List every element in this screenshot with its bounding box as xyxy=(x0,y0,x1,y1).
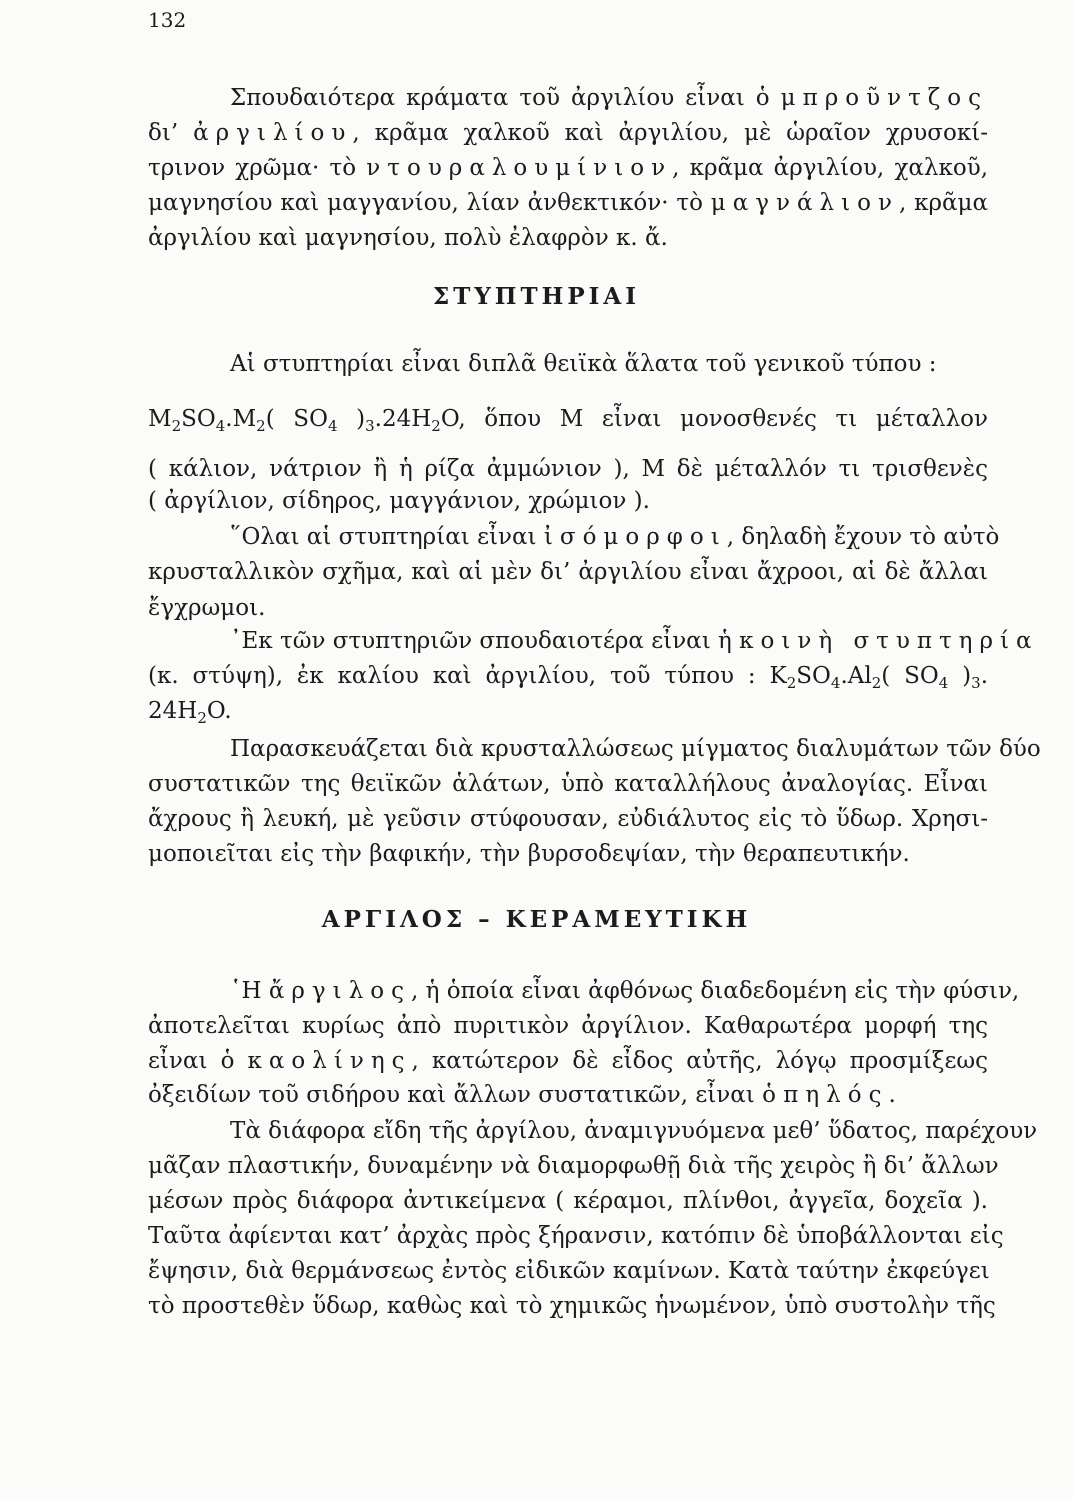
text-line: μοποιεῖται εἰς τὴν βαφικήν, τὴν βυρσοδεψίαν, τὴν θεραπευτικήν. xyxy=(148,841,910,867)
text-span: εἶναι ὁ xyxy=(148,1048,248,1074)
text-line xyxy=(148,1045,988,1077)
text-line xyxy=(230,975,1020,1007)
text-line xyxy=(230,625,1039,657)
text-span: (κ. στύψη), ἐκ καλίου καὶ ἀργιλίου, τοῦ τύπου : xyxy=(148,663,770,689)
formula-line xyxy=(148,403,988,435)
text-line xyxy=(148,1079,988,1111)
text-line: μᾶζαν πλαστικήν, δυναμένην νὰ διαμορφωθῇ διὰ τῆς χειρὸς ἢ δι’ ἄλλων xyxy=(148,1153,999,1179)
text-line: ἔγχρωμοι. xyxy=(148,595,266,621)
spaced-term: ἄργιλος xyxy=(268,978,411,1004)
section-heading: ΑΡΓΙΛΟΣ – ΚΕΡΑΜΕΥΤΙΚΗ xyxy=(321,906,752,933)
text-line xyxy=(230,82,988,114)
text-line: ἀποτελεῖται κυρίως ἀπὸ πυριτικὸν ἀργίλιον. Καθαρωτέρα μορφή της xyxy=(148,1013,988,1039)
spaced-term: ἀργιλίου xyxy=(193,120,353,146)
text-line: συστατικῶν της θειϊκῶν ἁλάτων, ὑπὸ καταλλήλους ἀναλογίας. Εἶναι xyxy=(148,771,988,797)
text-span: , κρᾶμα xyxy=(898,190,989,216)
text-line xyxy=(148,187,988,219)
page-number: 132 xyxy=(148,8,187,32)
text-line: Αἱ στυπτηρίαι εἶναι διπλᾶ θειϊκὰ ἅλατα τοῦ γενικοῦ τύπου : xyxy=(230,351,937,377)
text-span: ῞Ολαι αἱ στυπτηρίαι εἶναι xyxy=(230,524,544,550)
text-span: , δηλαδὴ ἔχουν τὸ αὐτὸ xyxy=(726,524,1000,550)
text-span: ᾿Εκ τῶν στυπτηριῶν σπουδαιοτέρα εἶναι ἡ xyxy=(230,628,740,654)
text-line: ( ἀργίλιον, σίδηρος, μαγγάνιον, χρώμιον ). xyxy=(148,488,650,514)
text-line: ἀργιλίου καὶ μαγνησίου, πολὺ ἐλαφρὸν κ. ἄ. xyxy=(148,225,668,251)
text-line: ( κάλιον, νάτριον ἢ ἡ ρίζα ἀμμώνιον ), M δὲ μέταλλόν τι τρισθενὲς xyxy=(148,456,988,482)
text-span: μαγνησίου καὶ μαγγανίου, λίαν ἀνθεκτικόν· τὸ xyxy=(148,190,711,216)
spaced-term: μαγνάλιον xyxy=(710,190,899,216)
spaced-term: ντουραλουμίνιον xyxy=(366,155,673,181)
text-line: κρυσταλλικὸν σχῆμα, καὶ αἱ μὲν δι’ ἀργιλίου εἶναι ἄχροοι, αἱ δὲ ἄλλαι xyxy=(148,559,988,585)
text-span: ὀξειδίων τοῦ σιδήρου καὶ ἄλλων συστατικῶν, εἶναι ὁ xyxy=(148,1082,784,1108)
spaced-term: ἰσόμορφοι xyxy=(543,524,727,550)
text-line xyxy=(230,521,1000,553)
text-span: ῾Η xyxy=(230,978,269,1004)
spaced-term: κοινὴ στυπτηρία xyxy=(739,628,1039,654)
spaced-term: καολίνης xyxy=(247,1048,412,1074)
text-line xyxy=(148,660,988,692)
text-span: τρινον χρῶμα· τὸ xyxy=(148,155,367,181)
formula: $K_2SO_4.Al_2$( $SO_4$ )$_3$. xyxy=(769,663,988,692)
text-span: , κρᾶμα χαλκοῦ καὶ ἀργιλίου, μὲ ὡραῖον χρυσοκί- xyxy=(352,120,988,146)
text-line: ἄχρους ἢ λευκή, μὲ γεῦσιν στύφουσαν, εὐδιάλυτος εἰς τὸ ὕδωρ. Χρησι- xyxy=(148,806,988,832)
text-line: μέσων πρὸς διάφορα ἀντικείμενα ( κέραμοι, πλίνθοι, ἀγγεῖα, δοχεῖα ). xyxy=(148,1188,988,1214)
text-span: ὅπου M εἶναι μονοσθενές τι μέταλλον xyxy=(465,406,988,432)
spaced-term: μπροῦντζος xyxy=(780,85,988,111)
text-line: τὸ προστεθὲν ὕδωρ, καθὼς καὶ τὸ χημικῶς ἡνωμένον, ὑπὸ συστολὴν τῆς xyxy=(148,1293,996,1319)
text-span: , κρᾶμα ἀργιλίου, χαλκοῦ, xyxy=(672,155,988,181)
text-line xyxy=(148,117,988,149)
text-line: ἔψησιν, διὰ θερμάνσεως ἐντὸς εἰδικῶν καμίνων. Κατὰ ταύτην ἐκφεύγει xyxy=(148,1258,990,1284)
text-span: , ἡ ὁποία εἶναι ἀφθόνως διαδεδομένη εἰς τὴν φύσιν, xyxy=(411,978,1020,1004)
spaced-term: πηλός xyxy=(783,1082,889,1108)
text-span: . xyxy=(888,1082,896,1108)
text-line: Παρασκευάζεται διὰ κρυσταλλώσεως μίγματος διαλυμάτων τῶν δύο xyxy=(230,736,1041,762)
text-line: Τὰ διάφορα εἴδη τῆς ἀργίλου, ἀναμιγνυόμενα μεθ’ ὕδατος, παρέχουν xyxy=(230,1118,1038,1144)
text-span: Σπουδαιότερα κράματα τοῦ ἀργιλίου εἶναι ὁ xyxy=(230,85,781,111)
formula-line: $24H_2O$. xyxy=(148,698,232,727)
section-heading: ΣΤΥΠΤΗΡΙΑΙ xyxy=(432,283,641,310)
text-span: , κατώτερον δὲ εἶδος αὐτῆς, λόγῳ προσμίξεως xyxy=(411,1048,988,1074)
formula: $M_2SO_4.M_2$( $SO_4$ )$_3.24H_2O$, xyxy=(148,406,466,435)
text-line xyxy=(148,152,988,184)
text-line: Ταῦτα ἀφίενται κατ’ ἀρχὰς πρὸς ξήρανσιν, κατόπιν δὲ ὑποβάλλονται εἰς xyxy=(148,1223,1004,1249)
text-span: δι’ xyxy=(148,120,194,146)
